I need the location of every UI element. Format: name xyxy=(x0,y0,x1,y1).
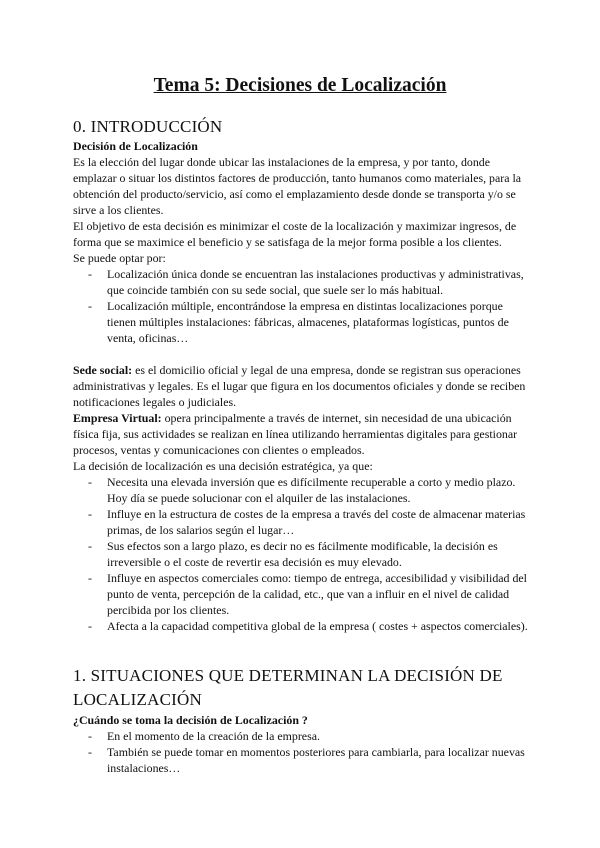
sede-social-label: Sede social: xyxy=(73,363,133,377)
list-item-text: Localización múltiple, encontrándose la empresa en distintas localizaciones porque tienen múltiples instalaciones: fábricas, almacenes, plataformas logísticas, puntos de venta, oficinas… xyxy=(107,299,509,345)
dash-bullet: - xyxy=(88,475,92,489)
list-item-text: En el momento de la creación de la empresa. xyxy=(107,729,320,743)
dash-bullet: - xyxy=(88,729,92,743)
document-title: Tema 5: Decisiones de Localización xyxy=(153,75,447,96)
section-0-subheading: Decisión de Localización xyxy=(73,139,198,153)
situations-list xyxy=(73,728,529,776)
empresa-virtual-label: Empresa Virtual: xyxy=(73,411,162,425)
section-0-heading: 0. INTRODUCCIÓN xyxy=(73,117,223,136)
empresa-virtual-text: opera principalmente a través de internet, sin necesidad de una ubicación física fija, sus actividades se realizan en línea utilizando herramientas digitales para gestionar procesos, ventas y comunicaciones con clientes o empleados. xyxy=(73,411,518,457)
list-item xyxy=(73,298,529,346)
options-list xyxy=(73,266,529,346)
paragraph-definition: Es la elección del lugar donde ubicar las instalaciones de la empresa, y por tanto, donde emplazar o situar los distintos factores de producción, tanto humanos como materiales, para la obtención del producto/servicio, así como el emplazamiento desde donde se transporta y/o se sirve a los clientes. xyxy=(73,155,522,217)
section-1-heading: 1. SITUACIONES QUE DETERMINAN LA DECISIÓN DE LOCALIZACIÓN xyxy=(73,666,503,709)
sede-social-text: es el domicilio oficial y legal de una empresa, donde se registran sus operaciones administrativas y legales. Es el lugar que figura en los documentos oficiales y donde se reciben notificaciones legales o judiciales. xyxy=(73,363,526,409)
list-item-text: Influye en aspectos comerciales como: tiempo de entrega, accesibilidad y visibilidad del punto de venta, percepción de la calidad, etc., que van a influir en el nivel de calidad percibida por los clientes. xyxy=(107,571,527,617)
list-item-text: Sus efectos son a largo plazo, es decir no es fácilmente modificable, la decisión es irreversible o el coste de revertir esa decisión es muy elevado. xyxy=(107,539,498,569)
list-item-text: También se puede tomar en momentos posteriores para cambiarla, para localizar nuevas instalaciones… xyxy=(107,745,525,775)
dash-bullet: - xyxy=(88,571,92,585)
list-item-text: Influye en la estructura de costes de la empresa a través del coste de almacenar materias primas, de los salarios según el lugar… xyxy=(107,507,526,537)
list-item-text: Afecta a la capacidad competitiva global de la empresa ( costes + aspectos comerciales). xyxy=(107,619,528,633)
dash-bullet: - xyxy=(88,539,92,553)
paragraph-sede-social xyxy=(73,362,529,410)
paragraph-empresa-virtual xyxy=(73,410,529,458)
list-item xyxy=(73,538,529,570)
dash-bullet: - xyxy=(88,299,92,313)
list-item-text: Necesita una elevada inversión que es difícilmente recuperable a corto y medio plazo. Hoy día se puede solucionar con el alquiler de las instalaciones. xyxy=(107,475,516,505)
list-item xyxy=(73,728,529,744)
dash-bullet: - xyxy=(88,267,92,281)
list-item xyxy=(73,474,529,506)
list-item xyxy=(73,618,529,634)
list-item xyxy=(73,506,529,538)
dash-bullet: - xyxy=(88,507,92,521)
reasons-list xyxy=(73,474,529,634)
paragraph-options-intro: Se puede optar por: xyxy=(73,251,166,265)
list-item xyxy=(73,266,529,298)
list-item xyxy=(73,744,529,776)
list-item-text: Localización única donde se encuentran las instalaciones productivas y administrativas, que coincide también con su sede social, que suele ser lo más habitual. xyxy=(107,267,524,297)
paragraph-strategic-intro: La decisión de localización es una decisión estratégica, ya que: xyxy=(73,459,373,473)
list-item xyxy=(73,570,529,618)
paragraph-objective: El objetivo de esta decisión es minimizar el coste de la localización y maximizar ingresos, de forma que se maximice el beneficio y se satisfaga de la mejor forma posible a los clientes. xyxy=(73,219,517,249)
section-1-subheading: ¿Cuándo se toma la decisión de Localización ? xyxy=(73,713,308,727)
dash-bullet: - xyxy=(88,619,92,633)
dash-bullet: - xyxy=(88,745,92,759)
